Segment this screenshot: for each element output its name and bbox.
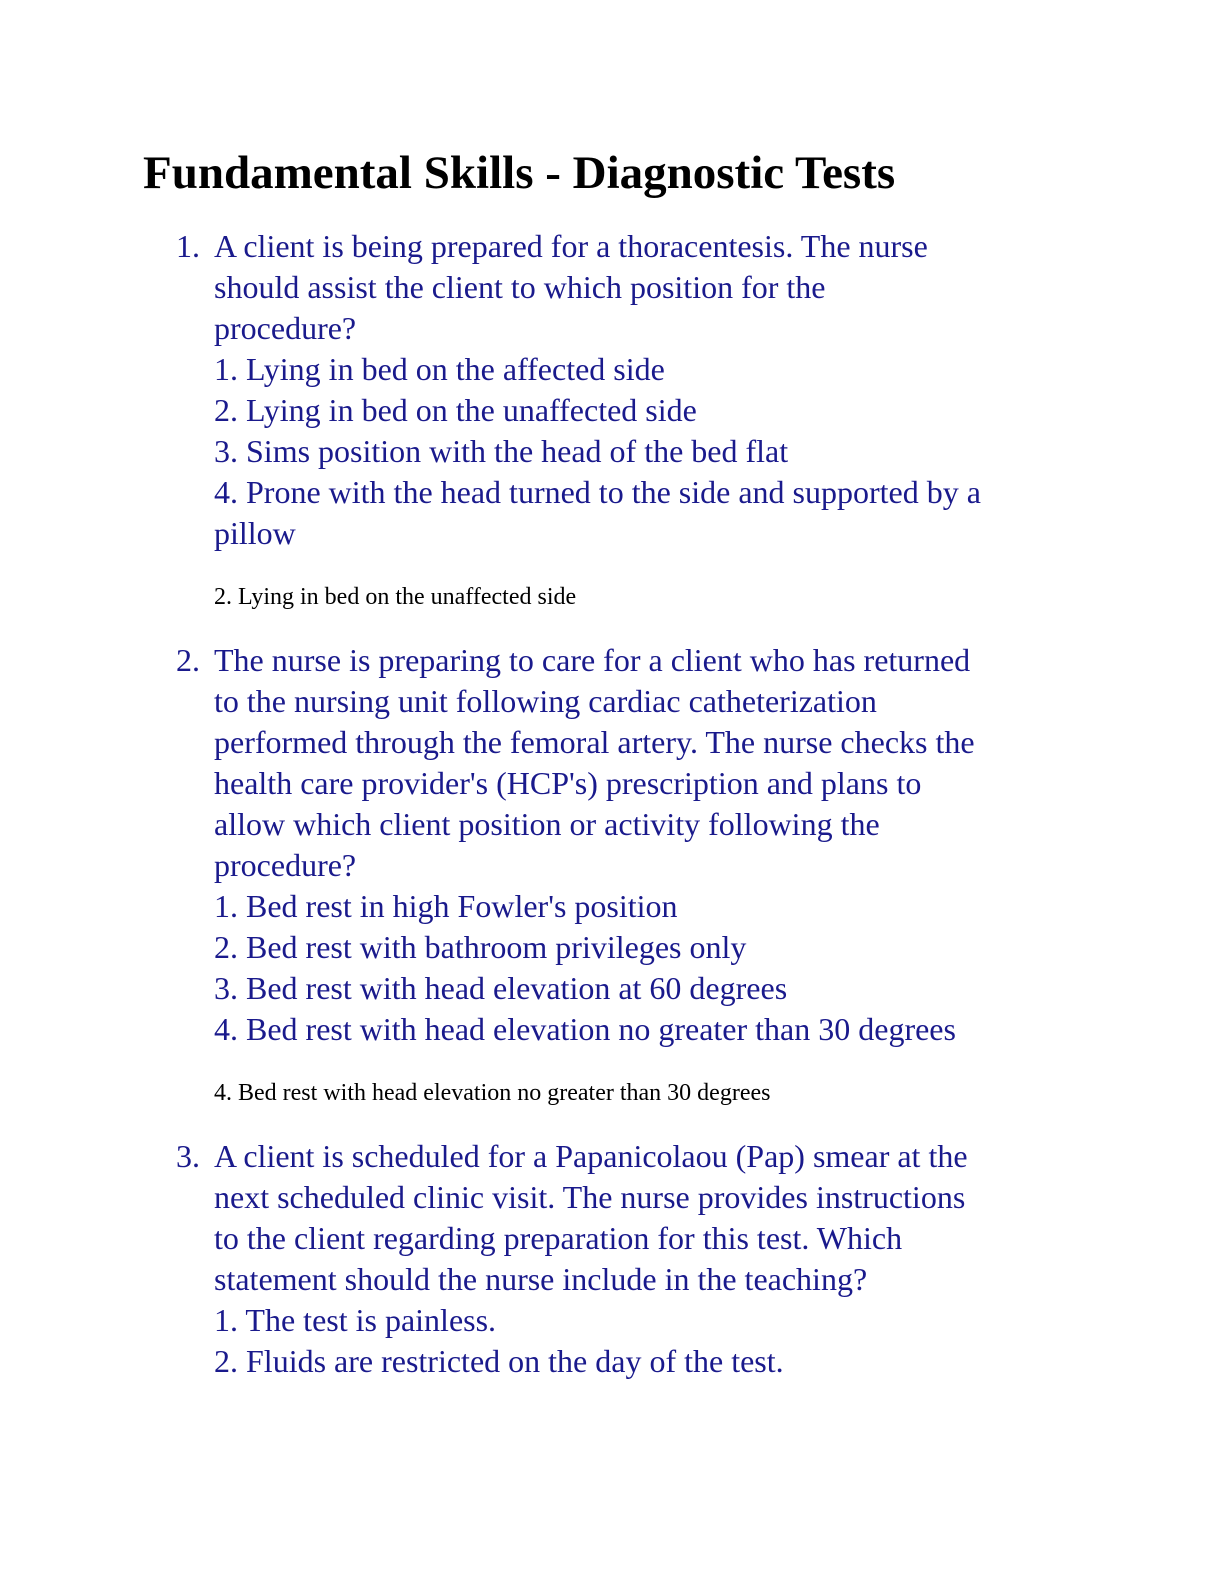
question-number: 2. <box>176 642 200 678</box>
answer-option: 3. Sims position with the head of the bed flat <box>214 433 789 469</box>
question-stem-line: performed through the femoral artery. The nurse checks the <box>214 724 975 760</box>
answer-option: 4. Prone with the head turned to the side and supported by a <box>214 474 981 510</box>
answer-option: 2. Fluids are restricted on the day of the test. <box>214 1343 784 1379</box>
correct-answer: 4. Bed rest with head elevation no greater than 30 degrees <box>214 1080 771 1106</box>
question-stem-line: A client is scheduled for a Papanicolaou (Pap) smear at the <box>214 1138 968 1174</box>
answer-option: 4. Bed rest with head elevation no greater than 30 degrees <box>214 1011 956 1047</box>
question-stem-line: health care provider's (HCP's) prescription and plans to <box>214 765 922 801</box>
question-stem-line: allow which client position or activity following the <box>214 806 880 842</box>
question-stem-line: next scheduled clinic visit. The nurse provides instructions <box>214 1179 966 1215</box>
answer-option: 2. Bed rest with bathroom privileges only <box>214 929 747 965</box>
question-body <box>214 640 1084 1050</box>
question-stem-line: to the nursing unit following cardiac catheterization <box>214 683 877 719</box>
question-stem-line: The nurse is preparing to care for a client who has returned <box>214 642 971 678</box>
question-stem-line: statement should the nurse include in the teaching? <box>214 1261 868 1297</box>
question-number: 3. <box>176 1138 200 1174</box>
answer-option: 1. Bed rest in high Fowler's position <box>214 888 678 924</box>
question-stem-line: procedure? <box>214 310 357 346</box>
answer-option: 2. Lying in bed on the unaffected side <box>214 392 697 428</box>
question-body <box>214 1136 1084 1382</box>
question-stem-line: procedure? <box>214 847 357 883</box>
answer-option: 1. The test is painless. <box>214 1302 497 1338</box>
question-number: 1. <box>176 228 200 264</box>
answer-option: 3. Bed rest with head elevation at 60 degrees <box>214 970 788 1006</box>
question-stem-line: to the client regarding preparation for this test. Which <box>214 1220 903 1256</box>
answer-option: 1. Lying in bed on the affected side <box>214 351 665 387</box>
answer-option: pillow <box>214 515 296 551</box>
question-stem-line: A client is being prepared for a thoracentesis. The nurse <box>214 228 928 264</box>
question-stem-line: should assist the client to which position for the <box>214 269 826 305</box>
correct-answer: 2. Lying in bed on the unaffected side <box>214 584 577 610</box>
question-body <box>214 226 1084 554</box>
page-title: Fundamental Skills - Diagnostic Tests <box>143 147 896 199</box>
